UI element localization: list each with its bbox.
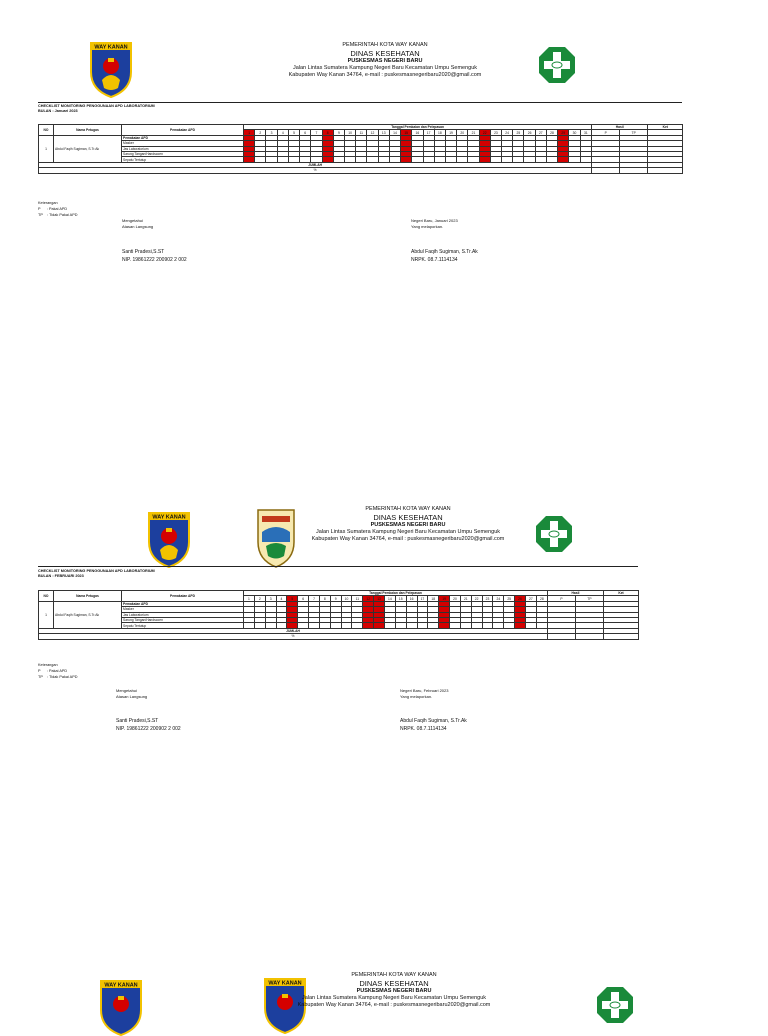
- day-header: 18: [428, 596, 439, 601]
- signature-left-label: Mengetahui: [122, 218, 143, 223]
- letterhead-puskesmas: PUSKESMAS NEGERI BARU: [347, 58, 423, 65]
- signature-left-role: Atasan Langsung: [116, 694, 148, 700]
- signature-left-label: Mengetahui: [116, 688, 137, 693]
- legend-item-p: P : Pakai APD: [38, 207, 68, 212]
- letterhead-government: PEMERINTAH KOTA WAY KANAN: [365, 506, 451, 512]
- checklist-month: BULAN : FEBRUARI 2023: [38, 574, 84, 579]
- ppe-item: Jas Laboratorium: [122, 146, 244, 151]
- signature-left-name-block: [122, 249, 187, 264]
- day-header: 9: [330, 596, 341, 601]
- letterhead-office: DINAS KESEHATAN: [350, 48, 420, 58]
- day-header: 2: [255, 130, 266, 135]
- day-header: 29: [558, 130, 569, 135]
- day-header: 14: [389, 130, 400, 135]
- sheet-title: [38, 104, 155, 114]
- puskesmas-logo-icon: [596, 986, 634, 1024]
- day-header: 17: [417, 596, 428, 601]
- day-header: 24: [493, 596, 504, 601]
- day-header: 19: [445, 130, 456, 135]
- ppe-item: Masker: [122, 141, 244, 146]
- row-no: 1: [39, 601, 54, 628]
- signature-right-name-block: [400, 718, 467, 733]
- day-header: 27: [535, 130, 546, 135]
- day-header: 15: [401, 130, 412, 135]
- signature-left-name: Santi Pradesi,S.ST: [122, 249, 165, 255]
- header-ppe: Pemakaian APD: [122, 125, 244, 136]
- checklist-title: CHECKLIST MONITORING PENGGUNAAN APD LABORATORIUM: [38, 104, 155, 108]
- svg-text:WAY KANAN: WAY KANAN: [268, 980, 302, 987]
- legend-item-p: P : Pakai APD: [38, 669, 68, 674]
- day-header: 26: [524, 130, 535, 135]
- day-header: 15: [395, 596, 406, 601]
- header-p: P: [592, 130, 620, 135]
- day-header: 9: [333, 130, 344, 135]
- day-header: 22: [471, 596, 482, 601]
- ppe-item: Sepatu Tertutup: [122, 623, 244, 628]
- letterhead: [200, 42, 570, 79]
- day-header: 30: [569, 130, 580, 135]
- header-result: Hasil: [592, 125, 648, 130]
- checklist-table: [38, 124, 683, 174]
- day-header: 6: [298, 596, 309, 601]
- day-header: 12: [363, 596, 374, 601]
- percent-label: %: [39, 168, 592, 173]
- checklist-table: [38, 590, 639, 640]
- signature-left-name: Santi Pradesi,S.ST: [116, 718, 159, 724]
- day-header: 23: [482, 596, 493, 601]
- day-header: 18: [434, 130, 445, 135]
- day-header: 28: [546, 130, 557, 135]
- letterhead-office: DINAS KESEHATAN: [373, 512, 443, 522]
- header-ppe: Pemakaian APD: [122, 591, 244, 602]
- svg-text:WAY KANAN: WAY KANAN: [94, 44, 128, 51]
- day-header: 14: [384, 596, 395, 601]
- day-header: 4: [277, 130, 288, 135]
- day-header: 21: [468, 130, 479, 135]
- day-header: 16: [412, 130, 423, 135]
- letterhead-contact: Kabupaten Way Kanan 34764, e-mail : puskesmasnegeribaru2020@gmail.com: [288, 72, 482, 78]
- signature-right-id: NRPK. 08.7.1114134: [400, 725, 447, 732]
- puskesmas-logo-icon: [538, 46, 576, 84]
- legend-item-tp: TP : Tidak Pakai APD: [38, 213, 78, 218]
- letterhead-puskesmas: PUSKESMAS NEGERI BARU: [356, 988, 432, 995]
- legend: [38, 200, 77, 218]
- letterhead-address: Jalan Lintas Sumatera Kampung Negeri Baru Kecamatan Umpu Semenguk: [301, 995, 487, 1002]
- day-header: 3: [266, 130, 277, 135]
- letterhead-divider: [38, 566, 638, 567]
- day-header: 24: [502, 130, 513, 135]
- header-tp: TP: [575, 596, 603, 601]
- percent-p-cell: [592, 168, 620, 173]
- letterhead-office: DINAS KESEHATAN: [359, 978, 429, 988]
- day-header: 13: [374, 596, 385, 601]
- percent-tp-cell: [620, 168, 648, 173]
- signature-right-name: Abdul Faqih Sugiman, S.Tr.Ak: [400, 718, 467, 724]
- letterhead: [258, 972, 530, 1009]
- legend-item-tp: TP : Tidak Pakai APD: [38, 675, 78, 680]
- percent-note-cell: [648, 168, 683, 173]
- signature-right-role: Yang melaporkan.: [400, 694, 433, 700]
- svg-text:WAY KANAN: WAY KANAN: [104, 982, 138, 989]
- day-header: 16: [406, 596, 417, 601]
- day-header: 5: [288, 130, 299, 135]
- way-kanan-crest-icon: [88, 40, 134, 98]
- total-label: JUMLAH: [39, 628, 548, 633]
- day-header: 5: [287, 596, 298, 601]
- day-header: 6: [300, 130, 311, 135]
- percent-label: %: [39, 634, 548, 639]
- ppe-item: Jas Laboratorium: [122, 612, 244, 617]
- day-header: 8: [319, 596, 330, 601]
- day-header: 20: [457, 130, 468, 135]
- header-name: Nama Petugas: [54, 125, 122, 136]
- legend: [38, 662, 77, 680]
- day-header: 25: [504, 596, 515, 601]
- day-header: 22: [479, 130, 490, 135]
- day-header: 19: [439, 596, 450, 601]
- signature-right-role: Yang melaporkan.: [411, 224, 444, 230]
- day-header: 17: [423, 130, 434, 135]
- row-officer: Abdul Faqih Sugiman, S.Tr.Ak: [54, 601, 122, 628]
- day-header: 11: [356, 130, 367, 135]
- row-no: 1: [39, 135, 54, 162]
- ppe-item: Masker: [122, 607, 244, 612]
- row-officer: Abdul Faqih Sugiman, S.Tr.Ak: [54, 135, 122, 162]
- ppe-item: Pemakaian APD: [122, 601, 244, 606]
- day-header: 7: [309, 596, 320, 601]
- day-header: 23: [490, 130, 501, 135]
- way-kanan-crest-icon: [98, 978, 144, 1036]
- legend-title: Keterangan: [38, 201, 58, 205]
- day-header: 25: [513, 130, 524, 135]
- day-header: 2: [254, 596, 265, 601]
- day-header: 20: [450, 596, 461, 601]
- percent-row: [39, 634, 639, 639]
- signature-right-name: Abdul Faqih Sugiman, S.Tr.Ak: [411, 249, 478, 255]
- signature-left-role: Atasan Langsung: [122, 224, 154, 230]
- day-header: 26: [515, 596, 526, 601]
- total-label: JUMLAH: [39, 162, 592, 167]
- signature-left: [116, 688, 147, 701]
- day-header: 1: [244, 596, 255, 601]
- header-name: Nama Petugas: [54, 591, 122, 602]
- day-header: 8: [322, 130, 333, 135]
- day-header: 1: [244, 130, 255, 135]
- percent-note-cell: [603, 634, 638, 639]
- percent-tp-cell: [575, 634, 603, 639]
- letterhead-address: Jalan Lintas Sumatera Kampung Negeri Baru Kecamatan Umpu Semenguk: [292, 65, 478, 72]
- legend-title: Keterangan: [38, 663, 58, 667]
- signature-right-date: Negeri Baru, Januari 2023: [411, 218, 458, 223]
- header-note: Ket: [603, 591, 638, 596]
- signature-right: [400, 688, 448, 701]
- day-header: 10: [341, 596, 352, 601]
- ppe-item: Sarung Tangan/Handscoen: [122, 151, 244, 156]
- sheet-title: [38, 569, 155, 579]
- letterhead-government: PEMERINTAH KOTA WAY KANAN: [342, 42, 428, 48]
- signature-right-name-block: [411, 249, 478, 264]
- header-dates: Tanggal Pemkaian dan Pelepasan: [244, 125, 592, 130]
- header-tp: TP: [620, 130, 648, 135]
- letterhead-puskesmas: PUSKESMAS NEGERI BARU: [370, 522, 446, 529]
- letterhead-government: PEMERINTAH KOTA WAY KANAN: [351, 972, 437, 978]
- puskesmas-logo-icon: [535, 515, 573, 553]
- ppe-item: Pemakaian APD: [122, 135, 244, 140]
- day-header: 27: [525, 596, 536, 601]
- signature-left-id: NIP. 19861222 200902 2 002: [116, 725, 181, 732]
- signature-left-id: NIP. 19861222 200902 2 002: [122, 256, 187, 263]
- header-no: NO: [39, 591, 54, 602]
- day-header: 11: [352, 596, 363, 601]
- signature-right-date: Negeri Baru, Februari 2023: [400, 688, 449, 693]
- header-result: Hasil: [547, 591, 603, 596]
- letterhead-address: Jalan Lintas Sumatera Kampung Negeri Baru Kecamatan Umpu Semenguk: [315, 529, 501, 536]
- day-header: 31: [580, 130, 592, 135]
- checklist-title: CHECKLIST MONITORING PENGGUNAAN APD LABORATORIUM: [38, 569, 155, 573]
- svg-text:WAY KANAN: WAY KANAN: [152, 514, 186, 521]
- day-header: 13: [378, 130, 389, 135]
- header-no: NO: [39, 125, 54, 136]
- signature-right-id: NRPK. 08.7.1114134: [411, 256, 458, 263]
- header-dates: Tanggal Pemkaian dan Pelepasan: [244, 591, 548, 596]
- letterhead: [248, 506, 568, 543]
- day-header: 4: [276, 596, 287, 601]
- day-header: 12: [367, 130, 378, 135]
- letterhead-contact: Kabupaten Way Kanan 34764, e-mail : puskesmasnegeribaru2020@gmail.com: [311, 536, 505, 542]
- percent-p-cell: [547, 634, 575, 639]
- day-header: 3: [265, 596, 276, 601]
- ppe-item: Sepatu Tertutup: [122, 157, 244, 162]
- signature-left: [122, 218, 153, 231]
- header-p: P: [547, 596, 575, 601]
- checklist-month: BULAN : Januari 2023: [38, 109, 78, 114]
- day-header: 21: [460, 596, 471, 601]
- day-header: 28: [536, 596, 547, 601]
- letterhead-divider: [38, 102, 682, 103]
- day-header: 7: [311, 130, 322, 135]
- letterhead-contact: Kabupaten Way Kanan 34764, e-mail : puskesmasnegeribaru2020@gmail.com: [297, 1002, 491, 1008]
- signature-left-name-block: [116, 718, 181, 733]
- ppe-item: Sarung Tangan/Handscoen: [122, 617, 244, 622]
- header-note: Ket: [648, 125, 683, 130]
- signature-right: [411, 218, 458, 231]
- day-header: 10: [344, 130, 355, 135]
- way-kanan-crest-icon: [146, 510, 192, 568]
- percent-row: [39, 168, 683, 173]
